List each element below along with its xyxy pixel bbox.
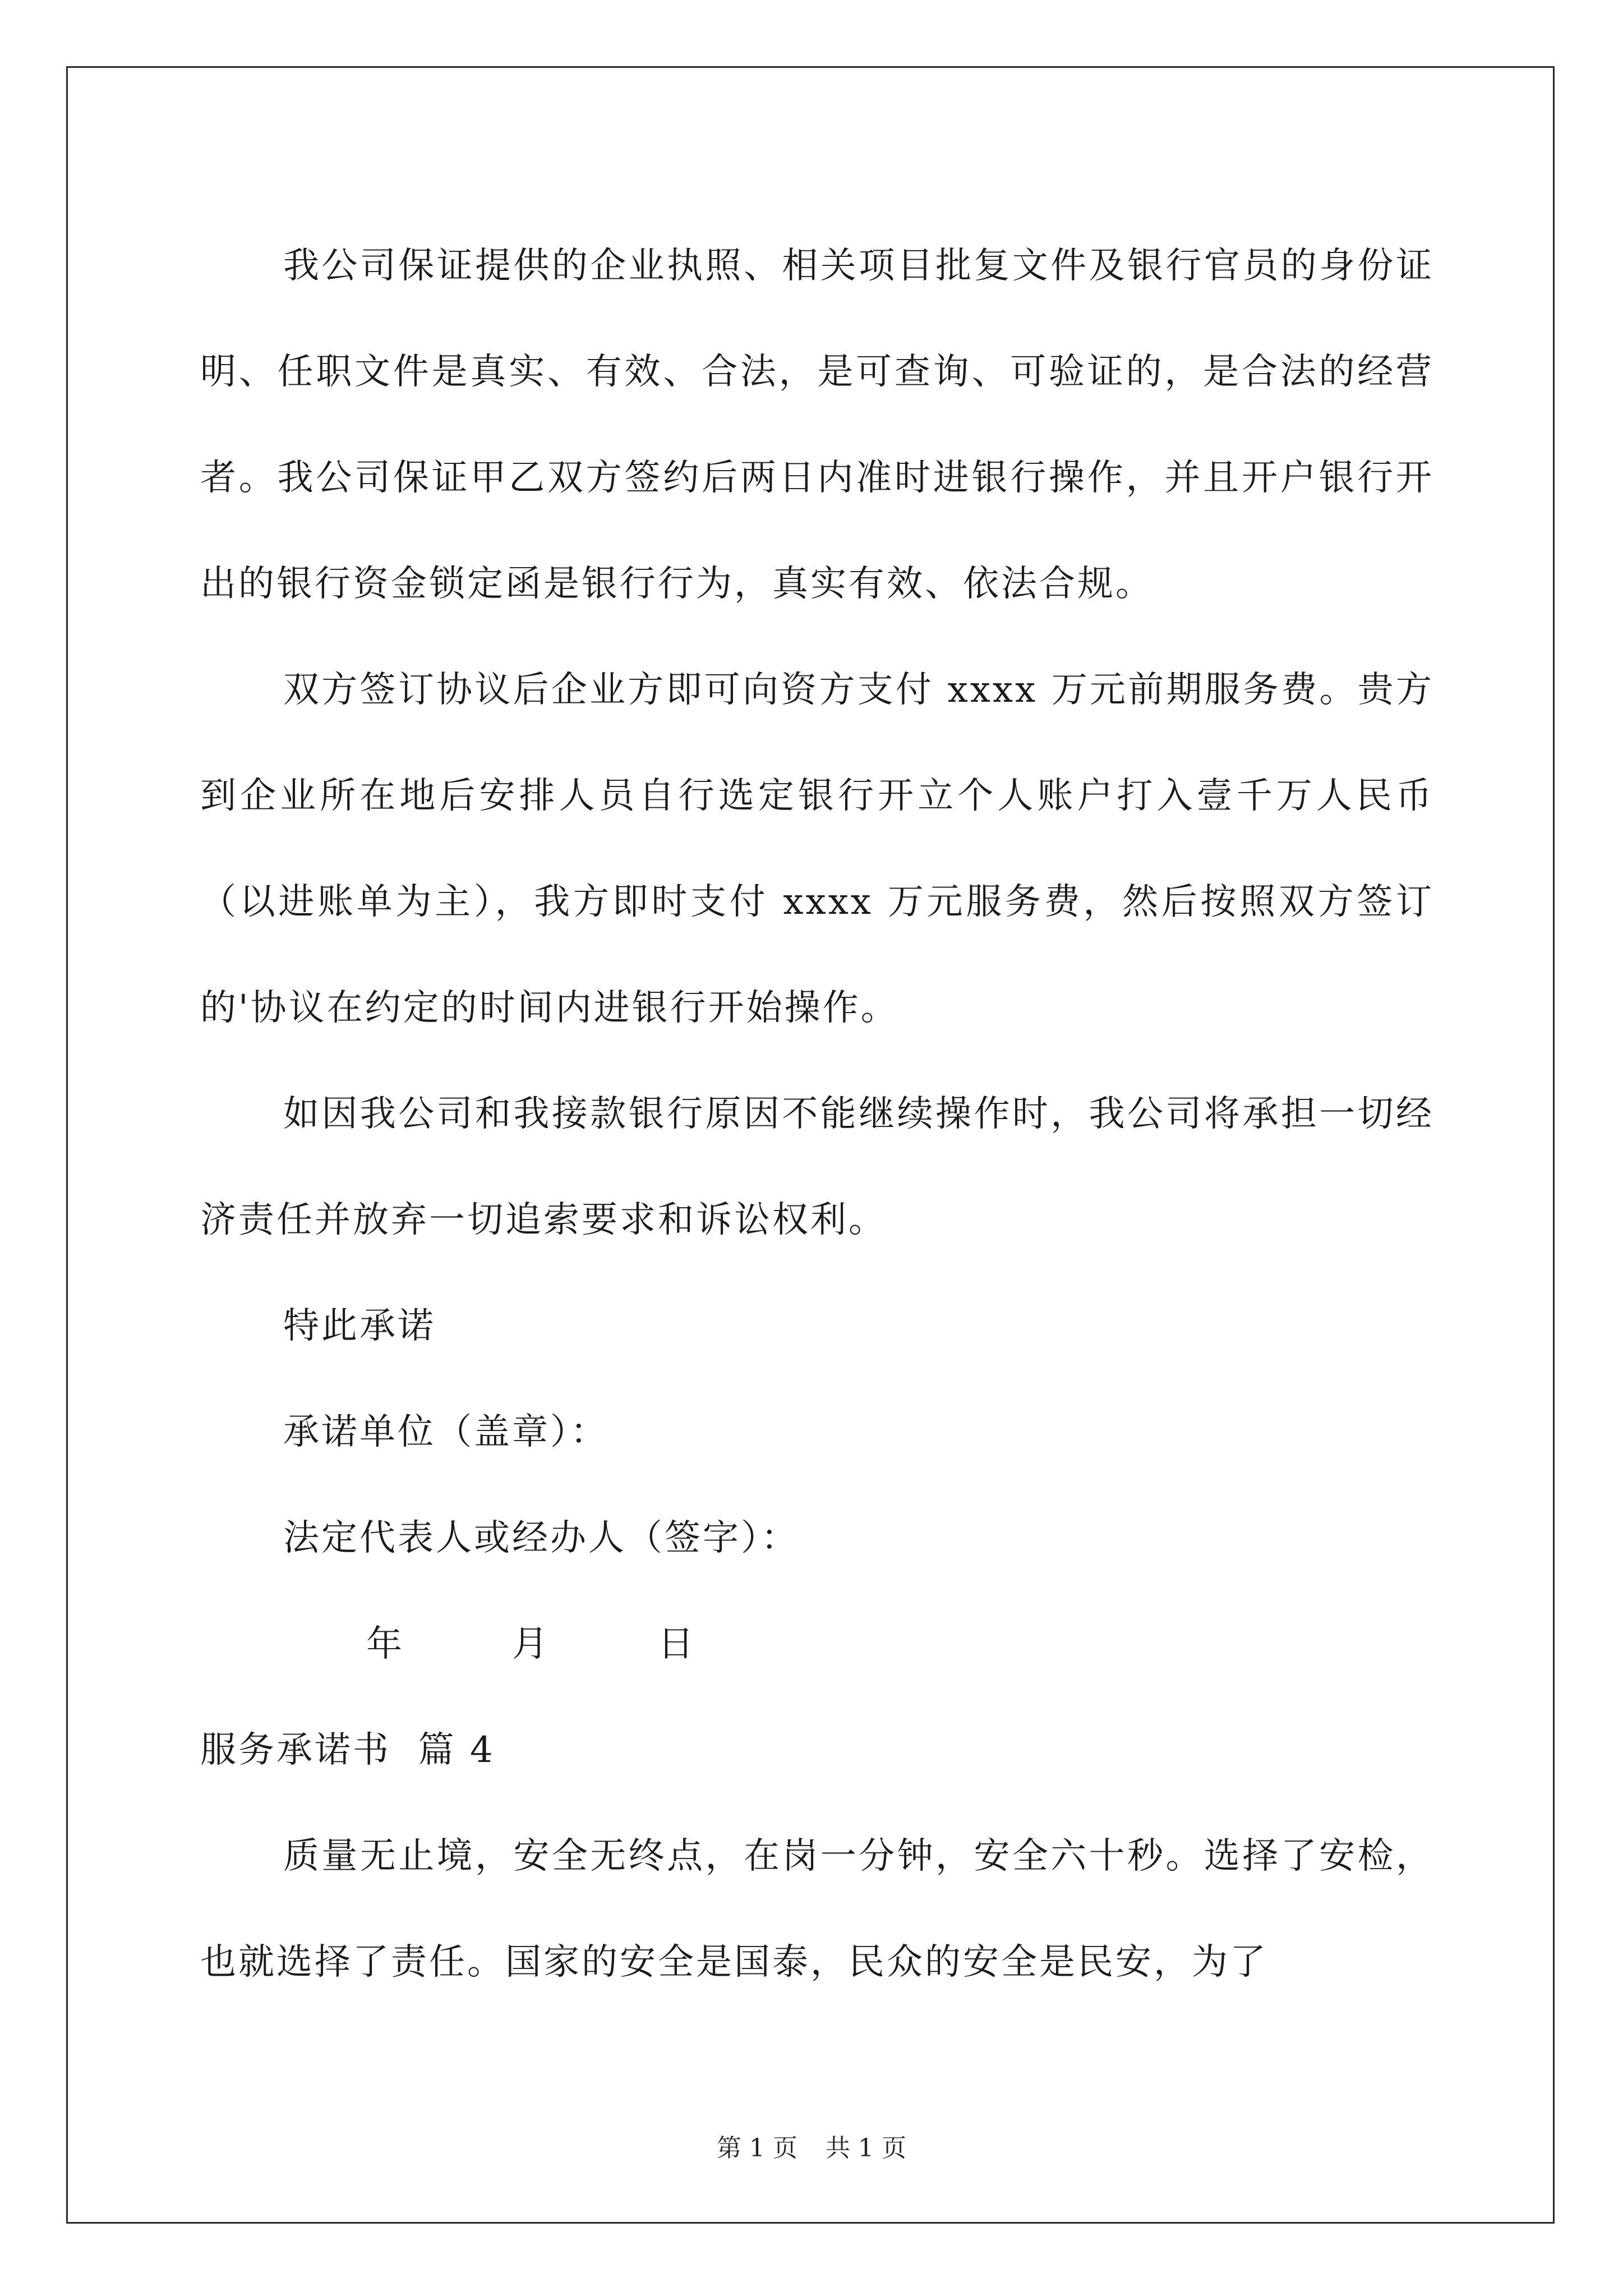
document-body	[200, 213, 1434, 2016]
paragraph-signing-unit: 承诺单位（盖章）：	[283, 1411, 608, 1453]
date-year: 年	[366, 1623, 404, 1665]
paragraph-legal-representative: 法定代表人或经办人（签字）：	[283, 1517, 799, 1559]
page-footer	[0, 2132, 1623, 2165]
paragraph-safety: 质量无止境，安全无终点，在岗一分钟，安全六十秒。选择了安检，也就选择了责任。国家的安全是国泰，民众的安全是民安，为了	[200, 1835, 1434, 1983]
page-number-total: 共 1 页	[826, 2134, 906, 2162]
section-title: 服务承诺书 篇 4	[200, 1729, 495, 1771]
paragraph-liability: 如因我公司和我接款银行原因不能继续操作时，我公司将承担一切经济责任并放弃一切追索要求和诉讼权利。	[200, 1093, 1434, 1241]
date-line	[200, 1591, 1434, 1697]
paragraph-guarantee-documents: 我公司保证提供的企业执照、相关项目批复文件及银行官员的身份证明、任职文件是真实、有效、合法，是可查询、可验证的，是合法的经营者。我公司保证甲乙双方签约后两日内准时进银行操作，并且开户银行开出的银行资金锁定函是银行行为，真实有效、依法合规。	[200, 245, 1434, 605]
date-day: 日	[658, 1623, 696, 1665]
paragraph-service-fee: 双方签订协议后企业方即可向资方支付 xxxx 万元前期服务费。贵方到企业所在地后安排人员自行选定银行开立个人账户打入壹千万人民币（以进账单为主），我方即时支付 xxxx 万元服务费，然后按照双方签订的'协议在约定的时间内进银行开始操作。	[200, 669, 1434, 1029]
date-month: 月	[512, 1623, 550, 1665]
page-number-current: 第 1 页	[717, 2134, 797, 2162]
paragraph-commitment-closing: 特此承诺	[283, 1305, 436, 1347]
